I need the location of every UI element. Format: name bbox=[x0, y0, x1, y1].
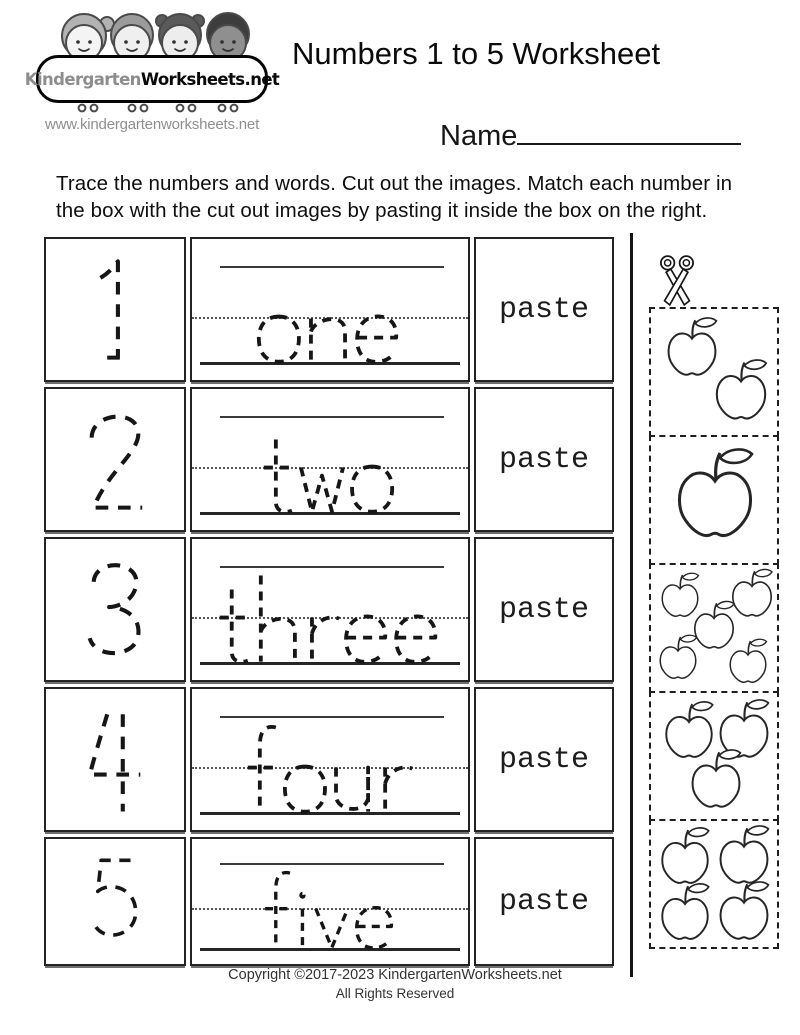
site-logo bbox=[24, 12, 280, 133]
paste-box bbox=[474, 837, 614, 966]
cutout-box bbox=[649, 435, 779, 565]
name-label: Name bbox=[440, 120, 518, 152]
trace-number bbox=[46, 689, 184, 830]
page-title: Numbers 1 to 5 Worksheet bbox=[292, 36, 661, 71]
paste-box bbox=[474, 537, 614, 682]
table-row bbox=[44, 387, 614, 532]
logo-brand-first: Kindergarten bbox=[24, 69, 141, 89]
paste-box bbox=[474, 687, 614, 832]
trace-word bbox=[192, 839, 468, 964]
word-trace-cell bbox=[190, 387, 470, 532]
logo-wordmark bbox=[24, 55, 280, 103]
scissors-icon bbox=[652, 253, 702, 307]
trace-word bbox=[192, 539, 468, 680]
table-row bbox=[44, 687, 614, 832]
paste-label: paste bbox=[498, 884, 589, 919]
table-row bbox=[44, 237, 614, 382]
trace-number bbox=[46, 389, 184, 530]
word-trace-cell bbox=[190, 537, 470, 682]
name-field bbox=[440, 114, 741, 153]
cutout-box bbox=[649, 691, 779, 821]
name-blank-line bbox=[517, 114, 741, 145]
paste-label: paste bbox=[498, 742, 589, 777]
logo-url: www.kindergartenworksheets.net bbox=[44, 116, 260, 133]
apple-icon bbox=[653, 881, 717, 945]
worksheet-table bbox=[44, 237, 614, 971]
word-trace-cell bbox=[190, 237, 470, 382]
apple-icon bbox=[653, 825, 717, 889]
word-trace-cell bbox=[190, 837, 470, 966]
column-divider bbox=[630, 233, 633, 977]
word-trace-cell bbox=[190, 687, 470, 832]
cutout-boxes bbox=[649, 307, 781, 949]
table-row bbox=[44, 837, 614, 966]
paste-label: paste bbox=[498, 292, 589, 327]
paste-label: paste bbox=[498, 592, 589, 627]
trace-number bbox=[46, 539, 184, 680]
cutout-box bbox=[649, 307, 779, 437]
trace-word bbox=[192, 689, 468, 830]
instructions bbox=[56, 170, 762, 224]
number-trace-cell bbox=[44, 387, 186, 532]
logo-brand-second: Worksheets.net bbox=[140, 69, 280, 89]
number-trace-cell bbox=[44, 237, 186, 382]
apple-icon bbox=[683, 747, 749, 813]
paste-label: paste bbox=[498, 442, 589, 477]
instructions-line-1: Trace the numbers and words. Cut out the images. Match each number in bbox=[56, 172, 733, 195]
footer bbox=[0, 966, 790, 1003]
number-trace-cell bbox=[44, 837, 186, 966]
trace-number bbox=[46, 239, 184, 380]
copyright-text: Copyright ©2017-2023 KindergartenWorksheets.net bbox=[228, 967, 562, 983]
trace-word bbox=[192, 389, 468, 530]
table-row bbox=[44, 537, 614, 682]
apple-icon bbox=[707, 357, 775, 425]
trace-number bbox=[46, 839, 184, 964]
cutout-column bbox=[649, 253, 781, 949]
rights-text: All Rights Reserved bbox=[335, 986, 455, 1001]
apple-icon bbox=[665, 445, 765, 545]
apple-icon bbox=[653, 633, 703, 683]
number-trace-cell bbox=[44, 687, 186, 832]
cutout-box bbox=[649, 819, 779, 949]
cutout-box bbox=[649, 563, 779, 693]
logo-feet bbox=[52, 102, 252, 115]
trace-word bbox=[192, 239, 468, 380]
paste-box bbox=[474, 387, 614, 532]
paste-box bbox=[474, 237, 614, 382]
number-trace-cell bbox=[44, 537, 186, 682]
apple-icon bbox=[711, 879, 777, 945]
instructions-line-2: the box with the cut out images by pasting it inside the box on the right. bbox=[56, 199, 708, 222]
apple-icon bbox=[723, 637, 773, 687]
